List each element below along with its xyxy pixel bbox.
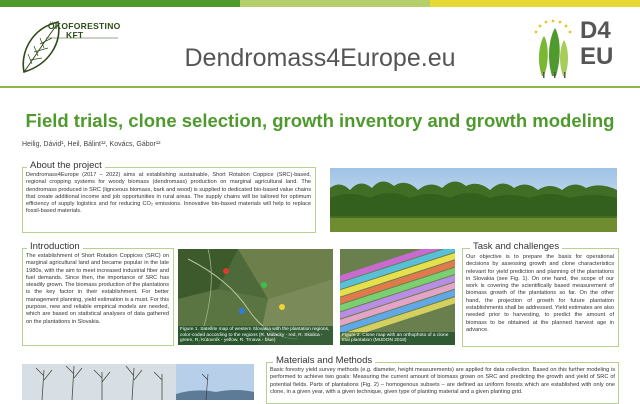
figure1-satellite-map xyxy=(178,249,333,345)
introduction-text: The establishment of Short Rotation Coppices (SRC) on marginal agricultural land and became popular in the late 1980s, with the aim to meet increased industrial fiber and fuel demands. Since then, the importance of SRC has steadily grown. The biomass production of the plantations is the key factor in their establishment. For better management planning, yield estimation is a must. For this purpose, new and reliable empirical models are needed, which are based on statistical analyses of data gathered on the plantations in Slovakia. xyxy=(26,253,169,325)
authors: Heilig, Dávid¹, Heil, Bálint¹², Kovács, Gábor¹² xyxy=(22,141,161,148)
methods-heading: Materials and Methods xyxy=(273,355,375,366)
figure1-caption: Figure 1. Satellite map of western Slovakia with the plantation regions, color-coded according to the regions (R. Malacky - red, R. Skalica - green, R. Kútovník - yellow, R. Trnava - blue) xyxy=(178,326,333,345)
methods-text: Basic forestry yield survey methods (e.g. diameter, height measurements) are applied for data collection. Based on this further modeling is performed to achieve two goals: Measuring the current amount of biomass grown on SRC and predicting the growth and yield of SRC of potential fields. Parts of plantations (Fig. 2) – homogenous subsets – are defined as uniform forests which are established with only one clone, in a given year, with a given technique, given type of planting material and a given planting grid. xyxy=(270,367,615,395)
introduction-heading: Introduction xyxy=(27,241,83,252)
figure2-caption: Figure 2. Clone map with an orthophoto of a clone trial plantation (MUDON 2018) xyxy=(340,332,455,345)
site-title[interactable]: Dendromass4Europe.eu xyxy=(184,44,456,72)
about-text: Dendromass4Europe (2017 – 2022) aims at establishing sustainable, Short Rotation Coppice (SRC)-based, regional cropping systems for woody biomass (dendromass) production on marginal agricultural land. The dendromass produced in SRC (lignceous biomass, bark and wood) is supplied to dedicated bio-based value chains that create additional income and job opportunities in rural areas. The supply chains will be tailored for optimum efficiency of supply logistics and for reducing CO₂ emissions. Innovative bio-based materials will help to replace fossil-based materials. xyxy=(26,172,311,215)
task-text: Our objective is to prepare the basis for operational decisions by assessing growth and clone characteristics relevant for yield prediction and planning of the plantations in Slovakia (see Fig. 1). On one hand, the scope of our work is covering the scientifically based measurement of biomass growth of the plantations so far. On the other hand, the projection of growth for future plantation establishments shall be addressed. Yield estimates are also needed prior to harvesting, to predict the amount of biomass to be obtained at the planned harvest age in advance. xyxy=(466,254,615,333)
logo-left-text xyxy=(48,22,121,40)
d4eu-logo-text xyxy=(580,18,613,70)
poster-title: Field trials, clone selection, growth inventory and growth modeling xyxy=(25,110,615,131)
top-color-bar xyxy=(0,0,640,7)
header-divider xyxy=(0,86,640,88)
logo-left-line1: ÖKOFORESTINO xyxy=(48,21,121,31)
logo-left-line2: KFT xyxy=(66,30,84,40)
task-heading: Task and challenges xyxy=(470,241,562,252)
figure2-clone-map xyxy=(340,249,455,345)
about-heading: About the project xyxy=(27,160,105,171)
plantation-photo xyxy=(330,168,617,232)
clone-map-image xyxy=(340,249,455,345)
landscape-photo xyxy=(176,364,254,400)
d4eu-line1: D4 xyxy=(580,17,611,44)
d4eu-line2: EU xyxy=(580,43,614,70)
